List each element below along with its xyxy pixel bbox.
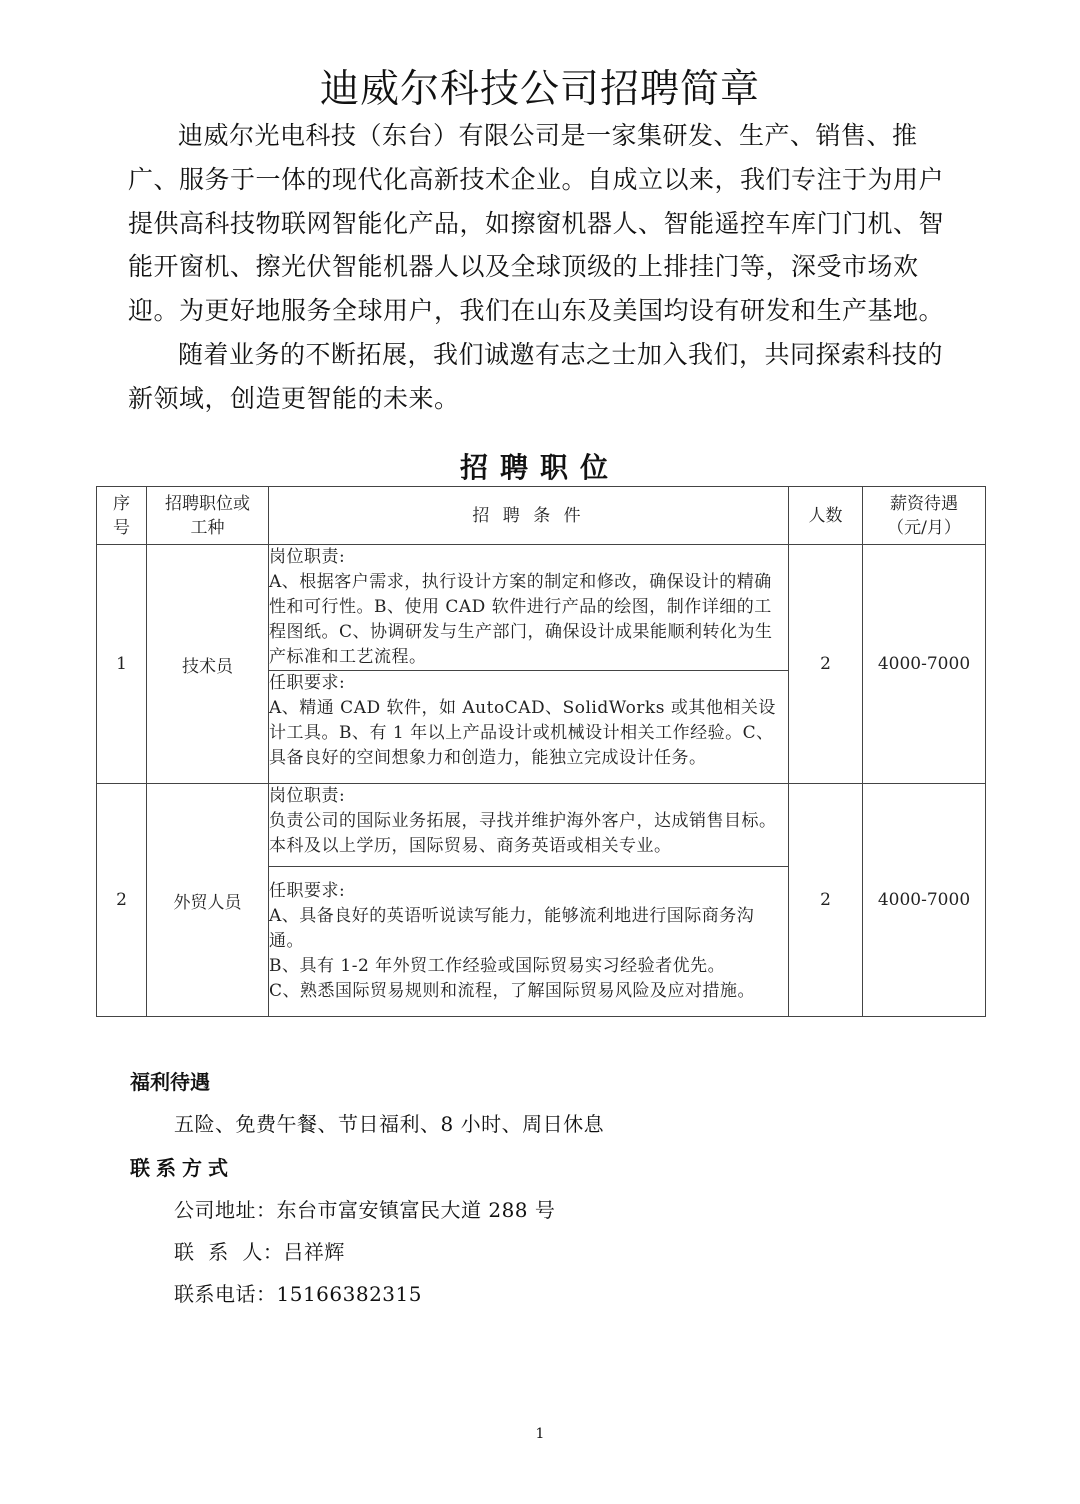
header-no: 序 号 — [97, 487, 147, 545]
contact-address: 公司地址：东台市富安镇富民大道 288 号 — [174, 1198, 556, 1222]
contact-heading: 联系方式 — [130, 1156, 234, 1180]
intro-paragraph-2: 随着业务的不断拓展，我们诚邀有志之士加入我们，共同探索科技的新领域，创造更智能的未来。 — [128, 339, 944, 413]
intro-paragraph-1: 迪威尔光电科技（东台）有限公司是一家集研发、生产、销售、推广、服务于一体的现代化高新技术企业。自成立以来，我们专注于为用户提供高科技物联网智能化产品，如擦窗机器人、智能遥控车库门门机、智能开窗机、擦光伏智能机器人以及全球顶级的上排挂门等，深受市场欢迎。为更好地服务全球用户，我们在山东及美国均设有研发和生产基地。 — [128, 121, 945, 326]
welfare-heading: 福利待遇 — [130, 1070, 210, 1094]
positions-heading: 招聘职位 — [459, 451, 620, 484]
row-no: 2 — [97, 784, 147, 1017]
row-requirements: 任职要求: A、精通 CAD 软件，如 AutoCAD、SolidWorks 或其他相关设计工具。B、有 1 年以上产品设计或机械设计相关工作经验。C、具备良好的空间想象力和创造力，能独立完成设计任务。 — [269, 671, 789, 784]
header-salary: 薪资待遇 （元/月） — [863, 487, 986, 545]
page-title: 迪威尔科技公司招聘简章 — [319, 67, 760, 112]
row-job: 外贸人员 — [147, 784, 269, 1017]
welfare-text: 五险、免费午餐、节日福利、8 小时、周日休息 — [174, 1112, 605, 1136]
positions-table — [96, 486, 986, 1017]
table-header-row — [97, 487, 986, 545]
table-row — [97, 784, 986, 867]
row-salary: 4000-7000 — [863, 545, 986, 784]
row-count: 2 — [789, 784, 863, 1017]
row-no: 1 — [97, 545, 147, 784]
row-job: 技术员 — [147, 545, 269, 784]
row-count: 2 — [789, 545, 863, 784]
row-duties: 岗位职责: A、根据客户需求，执行设计方案的制定和修改，确保设计的精确性和可行性。B、使用 CAD 软件进行产品的绘图，制作详细的工程图纸。C、协调研发与生产部门，确保设计成果能顺利转化为生产标准和工艺流程。 — [269, 545, 789, 671]
row-salary: 4000-7000 — [863, 784, 986, 1017]
header-count: 人数 — [789, 487, 863, 545]
intro-text — [128, 114, 948, 421]
row-duties: 岗位职责: 负责公司的国际业务拓展，寻找并维护海外客户，达成销售目标。本科及以上学历，国际贸易、商务英语或相关专业。 — [269, 784, 789, 867]
contact-person: 联 系 人：吕祥辉 — [174, 1240, 345, 1264]
header-requirements: 招 聘 条 件 — [269, 487, 789, 545]
table-row — [97, 545, 986, 671]
page-number: 1 — [535, 1426, 545, 1442]
contact-phone: 联系电话：15166382315 — [174, 1282, 422, 1306]
row-requirements: 任职要求: A、具备良好的英语听说读写能力，能够流利地进行国际商务沟通。 B、具有 1-2 年外贸工作经验或国际贸易实习经验者优先。 C、熟悉国际贸易规则和流程，了解国际贸易风险及应对措施。 — [269, 867, 789, 1017]
header-job: 招聘职位或 工种 — [147, 487, 269, 545]
